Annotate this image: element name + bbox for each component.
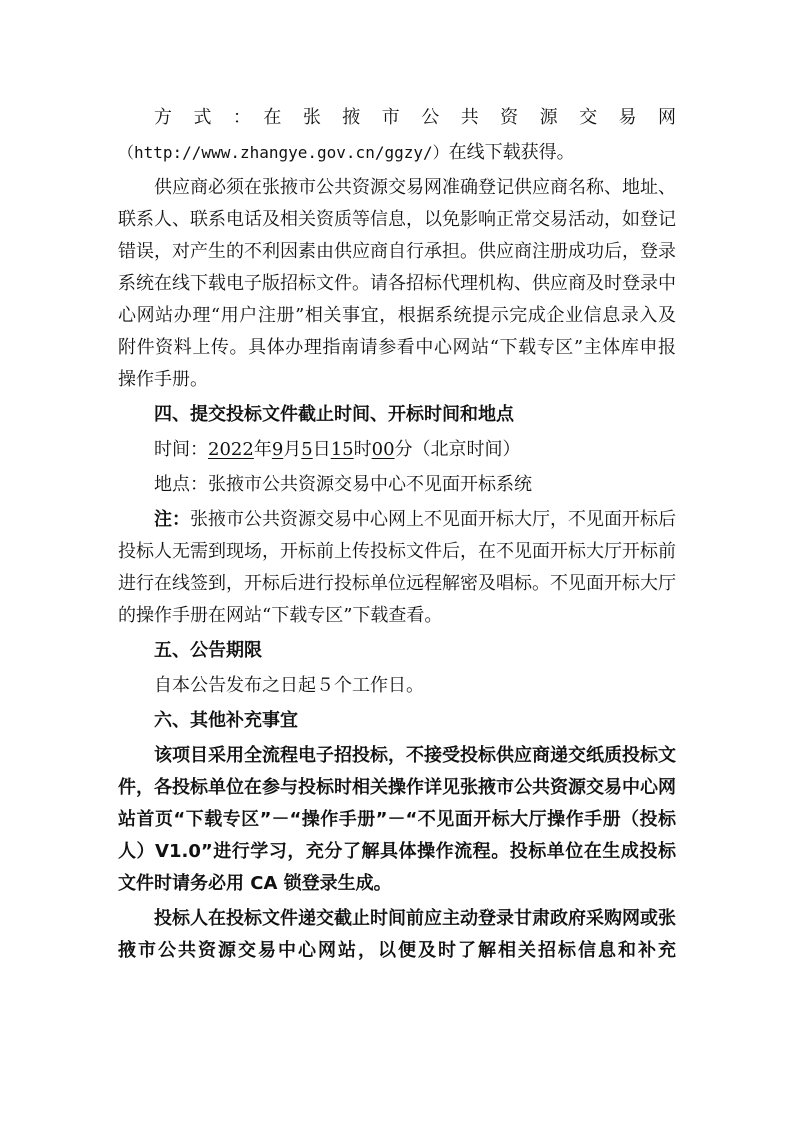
register-paragraph: 供应商必须在张掖市公共资源交易网准确登记供应商名称、地址、联系人、联系电话及相关资质等信息，以免影响正常交易活动，如登记错误，对产生的不利因素由供应商自行承担。供应商注册成功后，登录系统在线下载电子版招标文件。请各招标代理机构、供应商及时登录中心网站办理“用户注册”相关事宜，根据系统提示完成企业信息录入及附件资料上传。具体办理指南请参看中心网站“下载专区”主体库申报操作手册。 [118, 177, 676, 390]
method-rest: 在线下载获得。 [448, 142, 575, 163]
time-year: 2022 [208, 439, 254, 460]
section-heading-5: 五、公告期限 [154, 640, 262, 661]
note-label: 注： [154, 509, 190, 530]
time-label: 时间： [154, 439, 208, 460]
section-heading-6: 六、其他补充事宜 [154, 710, 298, 731]
note-paragraph [118, 504, 676, 632]
section-heading-4: 四、提交投标文件截止时间、开标时间和地点 [154, 404, 514, 425]
method-text: 方 式 ： 在 张 掖 市 公 共 资 源 交 易 网 [154, 107, 676, 128]
document-page [118, 102, 676, 970]
hour-unit: 时 [353, 439, 372, 460]
note-text: 张掖市公共资源交易中心网上不见面开标大厅，不见面开标后投标人无需到现场，开标前上传投标文件后，在不见面开标大厅开标前进行在线签到，开标后进行投标单位远程解密及唱标。不见面开标大厅的操作手册在网站“下载专区”下载查看。 [118, 509, 676, 626]
method-line-1 [118, 102, 676, 134]
time-month: 9 [271, 439, 284, 460]
time-day: 5 [301, 439, 313, 460]
method-line-2 [118, 137, 676, 169]
time-line [118, 434, 676, 466]
download-url: （http://www.zhangye.gov.cn/ggzy/） [118, 143, 449, 162]
time-minute: 00 [371, 439, 395, 460]
day-unit: 日 [312, 439, 331, 460]
supplement-paragraph-2: 投标人在投标文件递交截止时间前应主动登录甘肃政府采购网或张掖市公共资源交易中心网站，以便及时了解相关招标信息和补充 [118, 908, 676, 961]
announce-period: 自本公告发布之日起５个工作日。 [154, 675, 424, 696]
supplement-paragraph-1: 该项目采用全流程电子招投标，不接受投标供应商递交纸质投标文件，各投标单位在参与投标时相关操作详见张掖市公共资源交易中心网站首页“下载专区”－“操作手册”－“不见面开标大厅操作手册（投标人）V1.0”进行学习，充分了解具体操作流程。投标单位在生成投标文件时请务必用 CA 锁登录生成。 [118, 745, 676, 894]
year-unit: 年 [253, 439, 272, 460]
month-unit: 月 [283, 439, 302, 460]
minute-unit: 分（北京时间） [394, 439, 521, 460]
time-hour: 15 [330, 439, 354, 460]
place-line: 地点：张掖市公共资源交易中心不见面开标系统 [154, 474, 532, 495]
